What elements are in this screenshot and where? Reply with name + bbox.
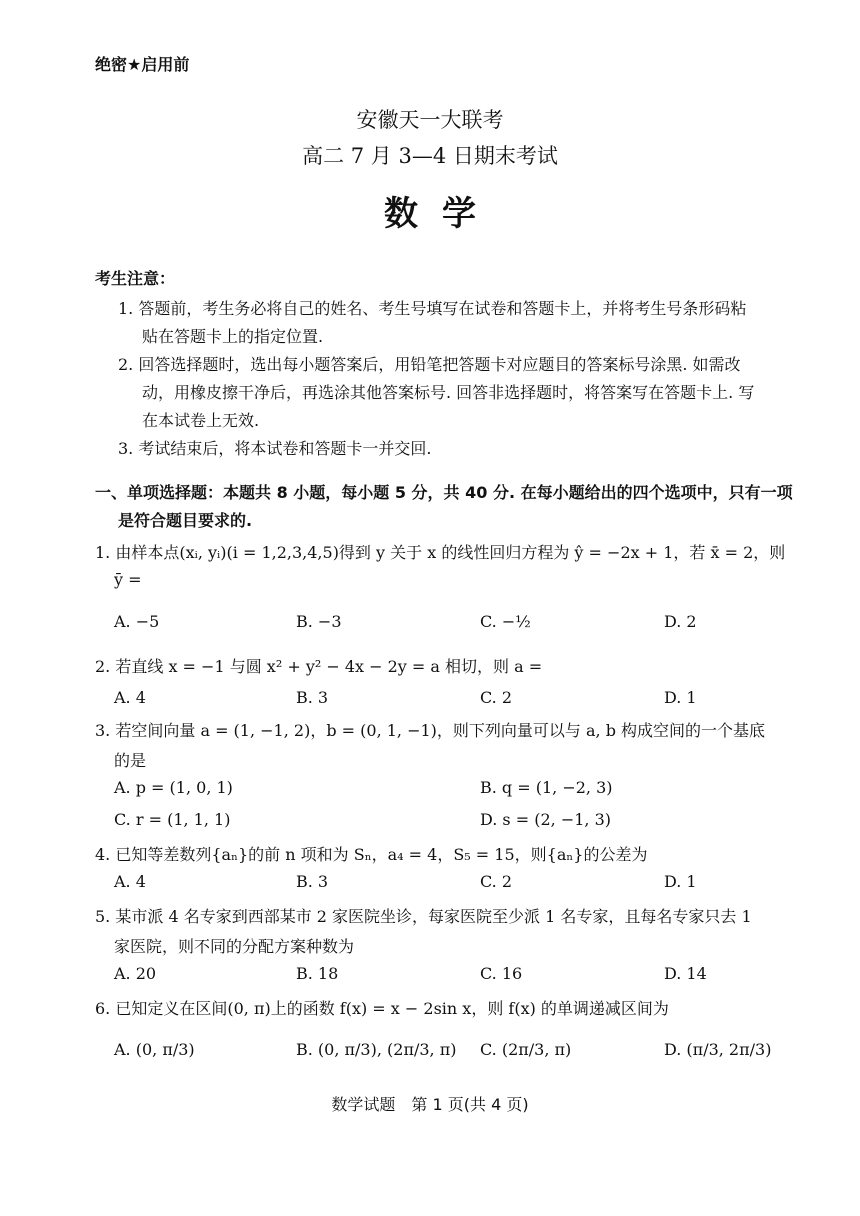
question-5-option-a: A. 20: [114, 964, 157, 983]
question-6-option-d: D. (π/3, 2π/3): [664, 1040, 772, 1059]
question-4-option-d: D. 1: [664, 872, 697, 891]
question-1-option-c: C. −½: [480, 612, 531, 631]
question-5-stem: 5. 某市派 4 名专家到西部某市 2 家医院坐诊，每家医院至少派 1 名专家，且每名专家只去 1: [95, 907, 752, 926]
organizer-title: 安徽天一大联考: [356, 108, 504, 132]
question-5-stem-line-2: 家医院，则不同的分配方案种数为: [114, 937, 355, 956]
question-1-option-d: D. 2: [664, 612, 697, 631]
question-5-option-c: C. 16: [480, 964, 523, 983]
question-1-option-a: A. −5: [114, 612, 160, 631]
question-6-option-c: C. (2π/3, π): [480, 1040, 572, 1059]
question-2-option-d: D. 1: [664, 688, 697, 707]
question-2-option-a: A. 4: [114, 688, 146, 707]
question-1-stem: 1. 由样本点(xᵢ, yᵢ)(i = 1,2,3,4,5)得到 y 关于 x 的线性回归方程为 ŷ = −2x + 1，若 x̄ = 2，则: [95, 543, 786, 562]
question-4-option-c: C. 2: [480, 872, 513, 891]
notice-item-1-line-1: 1. 答题前，考生务必将自己的姓名、考生号填写在试卷和答题卡上，并将考生号条形码粘: [118, 299, 747, 318]
question-3-stem-line-2: 的是: [114, 751, 147, 770]
question-4-stem: 4. 已知等差数列{aₙ}的前 n 项和为 Sₙ，a₄ = 4，S₅ = 15，则{aₙ}的公差为: [95, 845, 648, 864]
question-4-option-a: A. 4: [114, 872, 146, 891]
question-3-option-d: D. s = (2, −1, 3): [480, 810, 611, 829]
question-2-stem: 2. 若直线 x = −1 与圆 x² + y² − 4x − 2y = a 相切，则 a =: [95, 657, 543, 676]
section-1-heading: 一、单项选择题：本题共 8 小题，每小题 5 分，共 40 分. 在每小题给出的四个选项中，只有一项: [95, 483, 793, 502]
question-6-option-b: B. (0, π/3), (2π/3, π): [296, 1040, 457, 1059]
notice-title: 考生注意：: [95, 269, 176, 288]
notice-item-2-line-2: 动，用橡皮擦干净后，再选涂其他答案标号. 回答非选择题时，将答案写在答题卡上. 写: [142, 383, 755, 402]
notice-item-3: 3. 考试结束后，将本试卷和答题卡一并交回.: [118, 439, 432, 458]
question-2-option-b: B. 3: [296, 688, 329, 707]
question-3-option-c: C. r = (1, 1, 1): [114, 810, 231, 829]
subject-title: 数学: [384, 194, 500, 234]
exam-title: 高二 7 月 3—4 日期末考试: [302, 144, 558, 168]
question-3-stem: 3. 若空间向量 a = (1, −1, 2)，b = (0, 1, −1)，则下列向量可以与 a, b 构成空间的一个基底: [95, 721, 766, 740]
section-1-heading-line-2: 是符合题目要求的.: [118, 511, 253, 530]
question-1-stem-line-2: ȳ =: [114, 570, 142, 589]
question-1-option-b: B. −3: [296, 612, 342, 631]
notice-item-1-line-2: 贴在答题卡上的指定位置.: [142, 327, 324, 346]
question-5-option-d: D. 14: [664, 964, 707, 983]
question-4-option-b: B. 3: [296, 872, 329, 891]
question-6-option-a: A. (0, π/3): [114, 1040, 195, 1059]
confidential-label: 绝密★启用前: [95, 55, 190, 74]
notice-item-2-line-3: 在本试卷上无效.: [142, 411, 260, 430]
notice-item-2-line-1: 2. 回答选择题时，选出每小题答案后，用铅笔把答题卡对应题目的答案标号涂黑. 如需改: [118, 355, 741, 374]
question-6-stem: 6. 已知定义在区间(0, π)上的函数 f(x) = x − 2sin x，则 f(x) 的单调递减区间为: [95, 999, 669, 1018]
question-5-option-b: B. 18: [296, 964, 339, 983]
question-3-option-a: A. p = (1, 0, 1): [114, 778, 233, 797]
page-footer: 数学试题 第 1 页(共 4 页): [331, 1095, 529, 1114]
question-2-option-c: C. 2: [480, 688, 513, 707]
question-3-option-b: B. q = (1, −2, 3): [480, 778, 613, 797]
